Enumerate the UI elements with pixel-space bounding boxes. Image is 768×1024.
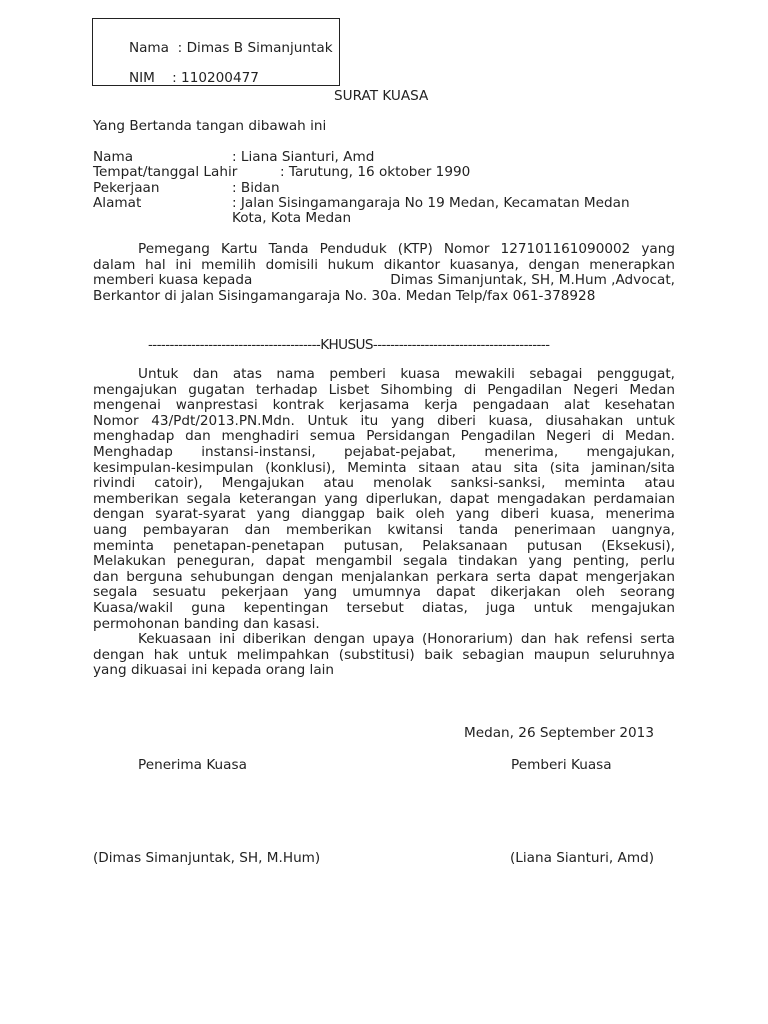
main-line: mengajukan gugatan terhadap Lisbet Sihombing di Pengadilan Negeri Medan	[93, 382, 675, 398]
student-name-label: Nama	[128, 40, 170, 56]
second-line: dengan hak untuk melimpahkan (substitusi) baik sebagian maupun seluruhnya	[93, 647, 675, 663]
main-line: dan berguna sehubungan dengan menjalankan perkara serta dapat mengerjakan	[93, 569, 675, 585]
student-nim-label: NIM	[128, 70, 155, 86]
second-line: yang dikuasai ini kepada orang lain	[93, 663, 335, 679]
intro-text: Yang Bertanda tangan dibawah ini	[93, 118, 327, 134]
grantor-name-label: Nama	[93, 149, 134, 165]
grantor-birth-label: Tempat/tanggal Lahir	[93, 164, 238, 180]
student-info-box	[92, 18, 340, 86]
student-nim-line	[103, 54, 259, 102]
khusus-divider: ----------------------------------------KHUSUS-----------------------------------------	[148, 337, 550, 353]
main-line: dengan syarat-syarat yang dianggap baik oleh yang diberi kuasa, menerima	[93, 507, 675, 523]
main-line: uang pembayaran dan memberikan kwitansi tanda penerimaan uangnya,	[93, 522, 675, 538]
main-line: meminta penetapan-penetapan putusan, Pelaksanaan putusan (Eksekusi),	[93, 538, 675, 554]
main-line: menghadap dan menghadiri semua Persidangan Pengadilan Negeri di Medan.	[93, 429, 675, 445]
student-name-value: : Dimas B Simanjuntak	[177, 40, 333, 56]
main-line: mengenai wanprestasi kontrak kerjasama kerja pengadaan alat kesehatan	[93, 398, 675, 414]
grantor-job-value: : Bidan	[232, 180, 280, 196]
main-paragraph	[93, 367, 675, 632]
ktp-line-2: dalam hal ini memilih domisili hukum dikantor kuasanya, dengan menerapkan	[93, 257, 675, 273]
grantor-name-value: : Liana Sianturi, Amd	[232, 149, 375, 165]
second-line: Kekuasaan ini diberikan dengan upaya (Honorarium) dan hak refensi serta	[138, 632, 675, 647]
ktp-line-4: Berkantor di jalan Sisingamangaraja No. 30a. Medan Telp/fax 061-378928	[93, 288, 596, 304]
main-line: permohonan banding dan kasasi.	[93, 616, 320, 632]
main-line: kesimpulan-kesimpulan (konklusi), Meminta sitaan atau sita (sita jaminan/sita	[93, 460, 675, 476]
grantor-address-value-2: Kota, Kota Medan	[232, 210, 352, 226]
main-line: Untuk dan atas nama pemberi kuasa mewakili sebagai penggugat,	[138, 367, 675, 382]
grantor-birth-value: : Tarutung, 16 oktober 1990	[280, 164, 471, 180]
second-paragraph	[93, 632, 675, 679]
grantor-job-label: Pekerjaan	[93, 180, 160, 196]
ktp-line-1: Pemegang Kartu Tanda Penduduk (KTP) Nomor 127101161090002 yang	[138, 242, 675, 257]
ktp-line-3-right: Dimas Simanjuntak, SH, M.Hum ,Advocat,	[390, 273, 675, 289]
main-line: segala sesuatu pekerjaan yang umumnya dapat dikerjakan oleh seorang	[93, 585, 675, 601]
document-title: SURAT KUASA	[334, 88, 429, 104]
giver-name: (Liana Sianturi, Amd)	[510, 850, 655, 866]
grantor-address-value-1: : Jalan Sisingamangaraja No 19 Medan, Kecamatan Medan	[232, 195, 630, 211]
ktp-line-3-left: memberi kuasa kepada	[93, 273, 253, 289]
ktp-line-3	[93, 273, 675, 289]
receiver-name: (Dimas Simanjuntak, SH, M.Hum)	[93, 850, 321, 866]
student-nim-value: : 110200477	[172, 70, 259, 86]
receiver-label: Penerima Kuasa	[138, 757, 247, 773]
grantor-address-label: Alamat	[93, 195, 142, 211]
main-line: rivindi catoir), Mengajukan atau menolak sanksi-sanksi, meminta atau	[93, 476, 675, 492]
main-line: Menghadap instansi-instansi, pejabat-pejabat, menerima, mengajukan,	[93, 444, 675, 460]
main-line: Kuasa/wakil guna kepentingan tersebut diatas, juga untuk mengajukan	[93, 600, 675, 616]
place-date: Medan, 26 September 2013	[464, 725, 654, 741]
ktp-paragraph	[93, 242, 675, 304]
main-line: Nomor 43/Pdt/2013.PN.Mdn. Untuk itu yang diberi kuasa, diusahakan untuk	[93, 413, 675, 429]
main-line: Melakukan peneguran, dapat mengambil segala tindakan yang penting, perlu	[93, 554, 675, 570]
main-line: memberikan segala keterangan yang diperlukan, dapat mengadakan perdamaian	[93, 491, 675, 507]
giver-label: Pemberi Kuasa	[511, 757, 612, 773]
